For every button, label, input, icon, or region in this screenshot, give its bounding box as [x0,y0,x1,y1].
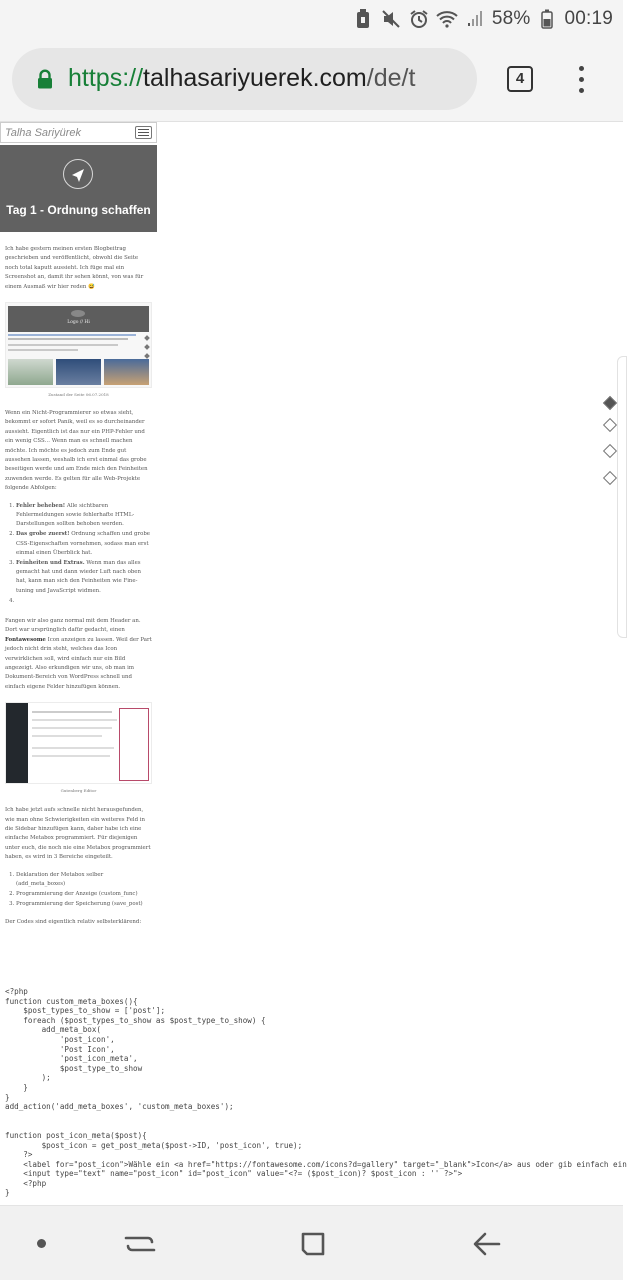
figure-2-caption: Gutenberg Editor [60,788,97,794]
screenshot-figure-2[interactable] [5,702,152,784]
mini-line [8,344,118,346]
steps-list [0,502,157,606]
mini-logo [71,310,85,317]
mini-title: Logo // Hi [67,320,90,326]
site-header [0,122,157,143]
list-item: 2. Programmierung der Anzeige (custom_func) [16,890,152,899]
mini-diamond [144,335,150,341]
url-text[interactable] [68,64,415,93]
mini-diamond [144,353,150,359]
step-bold: Das grobe zuerst! [16,531,70,538]
step-bold: Fehler beheben! [16,502,66,509]
nav-diamond-icon[interactable] [603,471,617,485]
post-title: Tag 1 - Ordnung schaffen [6,203,151,217]
site-title[interactable]: Talha Sariyürek [5,126,82,139]
code-block: <?php function custom_meta_boxes(){ $post_types_to_show = ['post']; foreach ($post_types_to_show as $post_type_to_show) { add_meta_box( 'post_icon', 'Post Icon', 'post_icon_meta', $post_type_to_show ); } } add_action('add_meta_boxes', 'custom_meta_boxes'); function post_icon_meta($post){ $post_icon = get_post_meta($post->ID, 'post_icon', true); ?> <label for="post_icon">Wähle ein <a href="https://fontawesome.com/icons?d=gallery" target="_blank">Icon</a> aus oder gib einfach ein <input type="text" name="post_icon" id="post_icon" value="<?= ($post_icon)? $post_icon : '' ?>"> <?php } [5,987,627,1198]
nav-diamond-icon[interactable] [603,396,617,410]
clock: 00:19 [564,8,613,29]
wp-admin-sidebar [6,703,28,783]
mini-line [32,727,112,729]
nav-diamond-icon[interactable] [603,444,617,458]
lock-icon[interactable] [36,69,54,89]
list-item [16,597,152,606]
back-icon[interactable] [467,1224,507,1264]
url-scheme: https:// [68,64,144,92]
post-hero [0,145,157,232]
status-icons [352,6,613,32]
mini-line [32,755,110,757]
url-host: talhasariyuerek.com [143,64,367,92]
web-page [0,122,627,1205]
list-item [16,559,152,596]
home-icon[interactable] [293,1224,333,1264]
mini-line [8,349,78,351]
hamburger-menu-icon[interactable] [135,126,152,139]
battery-icon [536,8,558,30]
rocket-icon [63,159,93,189]
paragraph-3-b: Icon anzeigen zu lassen. Weil der Part jedoch nicht drin steht, welches das Icon verwirklichen soll, wird einfach nur ein Bild angezeigt. Also erkundigen wir uns, ob man im Dokument-Bereich von WordPress schnell und einfach eigene Felder hinzufügen können. [5,636,152,690]
paragraph-4: Ich habe jetzt aufs schnelle nicht herausgefunden, wie man ohne Schwierigkeiten ein weiteres Feld in die Sidebar hinzufügen kann, daher habe ich eine einfache Metabox programmiert. Für diejenigen unter euch, die noch nie eine Metabox programmiert haben, es wird in 3 Bereiche eingeteilt. [5,807,151,861]
mini-line [32,719,117,721]
tab-switcher-button[interactable]: 4 [507,66,533,92]
screenshot-figure-1[interactable] [5,302,152,388]
list-item: 1. Deklaration der Metabox selber (add_meta_boxes) [16,871,152,889]
nav-diamond-icon[interactable] [603,418,617,432]
list-item [16,502,152,530]
paragraph-2: Wenn ein Nicht-Programmierer so etwas sieht, bekommt er sofort Panik, weil es so durcheinander aussieht. Eigentlich ist das nur ein PHP-Fehler und ein wenig CSS… Wenn man es schnell machen möchte. Ich möchte es jedoch zum Ende gut aussehen lassen, weshalb ich erst einmal das grobe beseitigen werde und am Ende mich den Feinheiten zuwenden werde. Es gelten für alle Web-Projekte folgende Abfolgen: [5,410,148,492]
figure-1-caption: Zustand der Seite 06.07.2018 [48,392,109,398]
address-bar[interactable] [12,48,477,110]
areas-list [0,871,157,910]
thumb-image [56,359,101,385]
browser-toolbar [0,38,623,122]
status-bar [0,0,623,38]
step-text: Ordnung schaffen und grobe CSS-Eigenschaften vornehmen, sodass man erst einmal einen Überblick hat. [16,531,150,556]
intro-paragraph: Ich habe gestern meinen ersten Blogbeitrag geschrieben und veröffentlicht, obwohl die Seite noch total kaputt aussieht. Ich füge mal ein Screenshot an, damit ihr sehen könnt, von was für einem Ausmaß wir hier reden 😅 [5,246,144,290]
step-text: Wenn man das alles gemacht hat und dann wieder Luft nach oben hat, kann man sich den Feinheiten wie Fine-tuning und JavaScript widmen. [16,559,141,594]
step-text: Alle sichtbaren Fehlermeldungen sowie fehlerhafte HTML-Darstellungen sollten behoben werden. [16,502,135,528]
mute-icon [380,8,402,30]
list-item: 3. Programmierung der Speicherung (save_post) [16,900,152,909]
document-settings-panel [119,708,149,781]
alarm-icon [408,8,430,30]
fontawesome-bold: Fontawesome [5,636,46,643]
system-nav-bar [0,1205,623,1280]
mini-line [32,711,112,713]
mini-line [32,735,102,737]
mini-hero [8,306,149,332]
side-drawer-edge[interactable] [617,356,627,638]
overflow-menu-icon[interactable] [572,66,590,94]
wifi-icon [436,8,458,30]
mini-line [32,747,114,749]
home-dot-icon[interactable] [37,1239,46,1248]
mini-line [8,334,136,336]
battery-saver-icon [352,8,374,30]
battery-percent: 58% [491,8,531,29]
recents-icon[interactable] [120,1224,160,1264]
list-item [16,530,152,558]
paragraph-3 [0,617,157,692]
mini-line [8,338,128,340]
thumb-image [104,359,149,385]
mini-diamond [144,344,150,350]
thumb-image [8,359,53,385]
paragraph-5: Der Codes sind eigentlich relativ selbsterklärend: [5,919,142,926]
signal-icon [464,8,486,30]
paragraph-3-a: Fangen wir also ganz normal mit dem Header an. Dort war ursprünglich dafür gedacht, einen [5,617,141,634]
url-path: /de/t [366,64,416,92]
step-bold: Feinheiten und Extras. [16,559,85,566]
